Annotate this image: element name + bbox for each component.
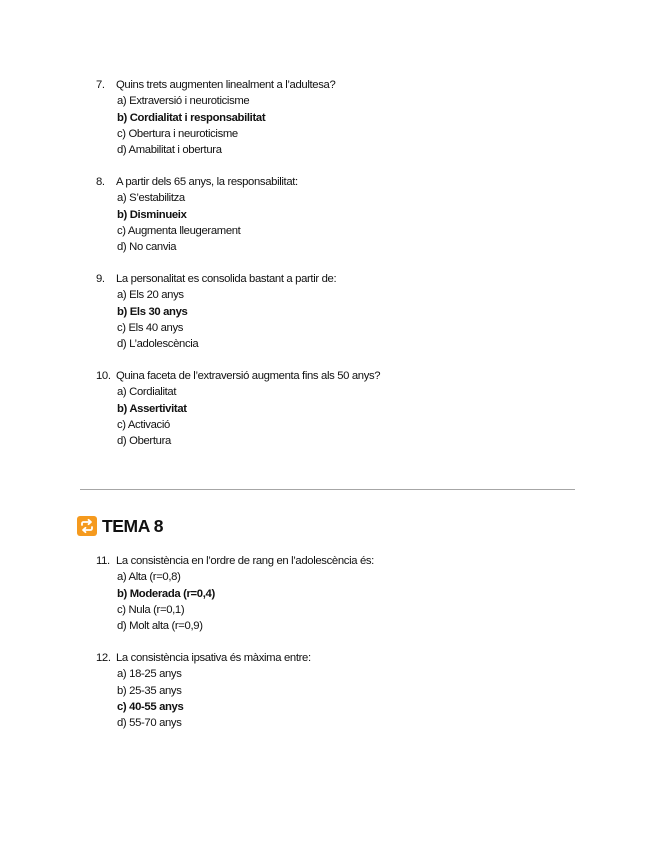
question-12: [96, 650, 576, 731]
question-10: [96, 368, 576, 449]
option-d: d) Molt alta (r=0,9): [117, 620, 203, 633]
question-title: [96, 77, 576, 93]
answer-options: [117, 384, 576, 449]
option-a: a) Extraversió i neuroticisme: [117, 95, 250, 108]
option-d: d) Obertura: [117, 435, 171, 448]
option-b-correct: b) Moderada (r=0,4): [117, 587, 215, 600]
question-number: 10.: [96, 370, 111, 382]
answer-options: [117, 666, 576, 731]
question-11: [96, 553, 576, 634]
option-b-correct: b) Disminueix: [117, 208, 187, 221]
horizontal-divider: [80, 489, 575, 490]
option-a: a) S’estabilitza: [117, 192, 185, 205]
option-b-correct: b) Assertivitat: [117, 402, 187, 415]
option-c: c) Els 40 anys: [117, 321, 184, 334]
option-c: c) Obertura i neuroticisme: [117, 127, 238, 140]
question-title: [96, 174, 576, 190]
question-text: Quins trets augmenten linealment a l’adultesa?: [116, 79, 336, 91]
question-9: [96, 271, 576, 352]
repeat-icon: [77, 516, 97, 536]
option-d: d) No canvia: [117, 241, 177, 254]
answer-options: [117, 190, 576, 255]
question-8: [96, 174, 576, 255]
answer-options: [117, 569, 576, 634]
question-7: [96, 77, 576, 158]
option-c: c) Augmenta lleugerament: [117, 224, 241, 237]
option-c: c) Nula (r=0,1): [117, 603, 185, 616]
question-title: [96, 271, 576, 287]
question-text: La personalitat es consolida bastant a partir de:: [116, 273, 337, 285]
question-title: [96, 553, 576, 569]
question-number: 7.: [96, 79, 105, 91]
question-number: 9.: [96, 273, 105, 285]
option-d: d) 55-70 anys: [117, 717, 182, 730]
option-d: d) L’adolescència: [117, 338, 199, 351]
option-c: c) Activació: [117, 418, 170, 431]
option-a: a) 18-25 anys: [117, 668, 182, 681]
section-heading: [77, 514, 163, 538]
option-a: a) Cordialitat: [117, 386, 177, 399]
section-title: TEMA 8: [102, 515, 164, 536]
option-b-correct: b) Els 30 anys: [117, 305, 188, 318]
question-number: 8.: [96, 176, 105, 188]
answer-options: [117, 287, 576, 352]
option-c-correct: c) 40-55 anys: [117, 700, 184, 713]
question-text: A partir dels 65 anys, la responsabilitat:: [116, 176, 298, 188]
option-b: b) 25-35 anys: [117, 684, 182, 697]
question-text: La consistència ipsativa és màxima entre:: [116, 652, 311, 664]
question-number: 11.: [96, 555, 110, 567]
question-title: [96, 368, 576, 384]
option-a: a) Alta (r=0,8): [117, 571, 181, 584]
question-text: Quina faceta de l’extraversió augmenta fins als 50 anys?: [116, 370, 381, 382]
option-b-correct: b) Cordialitat i responsabilitat: [117, 111, 266, 124]
question-title: [96, 650, 576, 666]
option-a: a) Els 20 anys: [117, 289, 184, 302]
question-text: La consistència en l’ordre de rang en l’adolescència és:: [116, 555, 374, 567]
question-number: 12.: [96, 652, 111, 664]
option-d: d) Amabilitat i obertura: [117, 144, 222, 157]
answer-options: [117, 93, 576, 158]
